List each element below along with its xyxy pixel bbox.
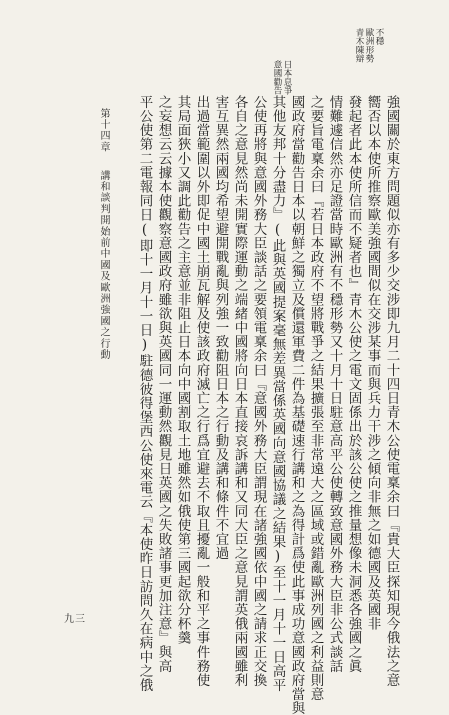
text-column: 公使再將與意國外務大臣談話之要領電稟余曰『意國外務大臣謂現在諸強國依中國之請求正交換 bbox=[250, 95, 267, 688]
text-column: 各自之意見然尚未開實際運動之端緒中國將向日本直接哀訴講和又同大臣之意見謂英俄兩國雖利 bbox=[231, 95, 248, 688]
text-column: 國政府當勸告日本以朝鮮之獨立及償還軍費二件為基礎速行講和之為得計爲使此事成功意國政府當與 bbox=[288, 95, 305, 715]
text-column: 出過當範圍以外即促中國土崩瓦解及使該政府滅亡之行爲宜避去不取且擾亂一般和平之事件務使 bbox=[193, 95, 210, 688]
text-column: 之妄想云云據本使觀察意國政府雖欲與英國同一運動然觀見日英國之失敗諸事更加注意』與高 bbox=[155, 95, 172, 674]
side-note: 日本息爭 bbox=[282, 60, 292, 95]
text-column: 情難遽信然亦足證當時歐洲有不穩形勢又十月十日駐意高平公使轉致意國外務大臣非公式談話 bbox=[326, 95, 343, 674]
text-column: 強國關於東方問題似亦有多少交涉即九月二十四日青木公使電稟余曰『貴大臣探知現今俄法之意 bbox=[383, 95, 400, 688]
text-column: 之要旨電稟余曰『若日本政府不望將戰爭之結果擴張至非常遠大之區域或錯亂歐洲列國之利益則意 bbox=[307, 95, 324, 702]
side-note: 歐洲形勢 bbox=[364, 28, 374, 63]
chapter-title: 講和談判開始前中國及歐洲強國之行動 bbox=[98, 170, 109, 361]
text-column: 害互異然兩國均希望避開戰亂與列強一致勸阻日本之行動及講和條件不宜過 bbox=[212, 95, 229, 561]
side-note: 不穩 bbox=[374, 28, 384, 46]
text-column: 平公使第二電報同日(即十一月十一日)駐德彼得堡西公使來電云『本使昨日訪問久在病中之俄 bbox=[136, 95, 153, 693]
side-note: 青木陳辯 bbox=[354, 28, 364, 63]
text-column: 嚮否以本使所推察歐美強國間似在交涉某事而與兵力干涉之傾向非無之如德國及英國非 bbox=[364, 95, 381, 631]
page-number: 九三 bbox=[64, 614, 86, 625]
text-column: 發起者此本使所信而不疑者也』青木公使之電文固係出於該公使之推量想像未洞悉各強國之眞 bbox=[345, 95, 362, 674]
text-column: 其局面狹小又調此勸告之主意並非阻止日本向中國割取土地雖然如俄使第三國起欲分杯羹 bbox=[174, 95, 191, 645]
side-note: 意國勸告 bbox=[272, 60, 282, 95]
text-column: 其他友邦十分盡力』(此與英國提案毫無差異當係英國向意國協議之結果)至十一月十一日高平 bbox=[269, 95, 286, 693]
chapter-label: 第十四章 bbox=[98, 108, 109, 153]
